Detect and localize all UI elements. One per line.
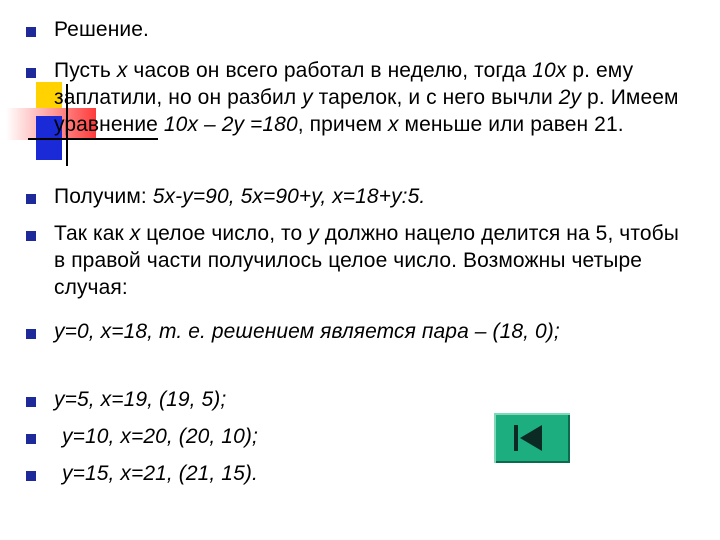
bullet-icon [26, 397, 36, 407]
item-text: Так как x целое число, то y должно нацело делится на 5, чтобы в правой части получилось целое число. Возможны четыре случая: [54, 222, 679, 299]
bullet-icon [26, 194, 36, 204]
back-to-start-icon [514, 425, 518, 451]
bullet-icon [26, 329, 36, 339]
back-triangle-icon [520, 425, 542, 451]
item-text: Получим: 5x-y=90, 5x=90+y, x=18+y:5. [54, 185, 426, 208]
decor-horizontal-line [28, 138, 158, 140]
item-text: Решение. [54, 18, 149, 41]
item-text: y=5, x=19, (19, 5); [54, 388, 227, 411]
bullet-icon [26, 231, 36, 241]
bullet-icon [26, 434, 36, 444]
back-to-start-button[interactable] [494, 413, 570, 463]
item-text: y=15, x=21, (21, 15). [62, 462, 258, 485]
item-text: Пусть x часов он всего работал в неделю, тогда 10x р. ему заплатили, но он разбил y тарелок, и с него вычли 2y р. Имеем уравнение 10x – 2y =180, причем x меньше или равен 21. [54, 59, 679, 136]
bullet-icon [26, 68, 36, 78]
bullet-icon [26, 471, 36, 481]
item-text: y=10, x=20, (20, 10); [62, 425, 258, 448]
bullet-icon [26, 27, 36, 37]
item-text: y=0, x=18, т. е. решением является пара – (18, 0); [54, 320, 560, 343]
